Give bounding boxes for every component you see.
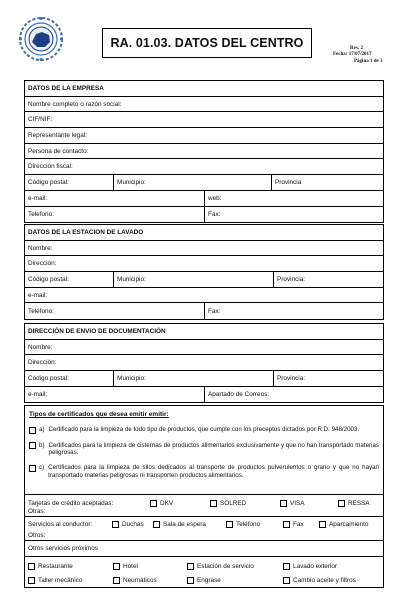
- showers-checkbox[interactable]: [112, 521, 119, 528]
- certificate-b-letter: b): [39, 441, 45, 449]
- nearby-tires[interactable]: [113, 577, 187, 584]
- page-number: Página 1 de 3: [354, 58, 383, 64]
- shipping-name-field[interactable]: Nombre:: [28, 343, 53, 351]
- nearby-greasing[interactable]: [187, 577, 283, 584]
- card-solred-label: SOLRED: [220, 499, 247, 507]
- fax-label: Fax: [293, 521, 304, 528]
- company-section-title: DATOS DE LA EMPRESA: [28, 84, 104, 92]
- certificate-c-text: Certificados para la limpieza de silos dedicados al transporte de productos pulverulentos o grano y que no hayan transportado materias peligrosas ni transporten productos alimentarios.: [48, 464, 379, 479]
- company-data-table: [24, 80, 384, 223]
- nearby-mechanic[interactable]: [28, 577, 113, 584]
- revision-number: Rev. 2: [350, 46, 364, 51]
- certificate-types-title: Tipos de certificados que desea emitir emitir:: [29, 411, 169, 418]
- shipping-section-title: DIRECCIÓN DE ENVIO DE DOCUMENTACIÓN: [28, 327, 166, 335]
- waiting-room-checkbox[interactable]: [153, 521, 160, 528]
- oil-change-checkbox[interactable]: [283, 577, 290, 584]
- restaurant-checkbox[interactable]: [28, 563, 35, 570]
- service-option-showers[interactable]: [112, 521, 153, 528]
- contact-person-field[interactable]: Persona de contacto:: [28, 147, 89, 155]
- shipping-email-field[interactable]: e-mail:: [28, 391, 48, 399]
- restaurant-label: Restaurante: [38, 562, 73, 570]
- phone-label: Teléfono: [236, 521, 261, 528]
- fax-checkbox[interactable]: [283, 521, 290, 528]
- company-province-field[interactable]: Provincia: [271, 175, 383, 190]
- certificate-types-box: [24, 405, 384, 495]
- station-address-field[interactable]: Dirección:: [28, 260, 57, 268]
- company-fax-field[interactable]: Fax:: [204, 207, 383, 223]
- revision-info: [326, 46, 398, 65]
- po-box-field[interactable]: Apartado de Correos:: [204, 387, 383, 403]
- parking-checkbox[interactable]: [319, 521, 326, 528]
- station-section-title: DATOS DE LA ESTACION DE LAVADO: [28, 228, 144, 236]
- nearby-exterior-wash[interactable]: [283, 563, 337, 570]
- credit-cards-label: Tarjetas de crédito aceptadas:: [28, 499, 114, 507]
- card-option-visa[interactable]: [280, 500, 338, 507]
- services-block: [24, 495, 384, 588]
- service-station-label: Estación de servicio: [197, 562, 254, 570]
- company-phone-field[interactable]: Telefono:: [28, 210, 54, 218]
- certificate-c-checkbox[interactable]: [29, 465, 36, 472]
- station-name-field[interactable]: Nombre:: [28, 244, 53, 252]
- credit-cards-row: [25, 495, 383, 507]
- credit-cards-other-row: [25, 507, 383, 517]
- shipping-municipality-field[interactable]: Municipio:: [113, 371, 273, 386]
- greasing-checkbox[interactable]: [187, 577, 194, 584]
- company-postal-code-field[interactable]: Código postal:: [28, 178, 69, 186]
- card-option-solred[interactable]: [210, 500, 280, 507]
- waiting-room-label: Sala de espera: [163, 521, 206, 528]
- showers-label: Duchas: [122, 521, 144, 528]
- mechanic-label: Taller mecánico: [38, 577, 83, 584]
- service-option-parking[interactable]: [319, 521, 368, 528]
- nearby-services-row-2: [25, 572, 383, 587]
- station-fax-field[interactable]: Fax:: [204, 303, 383, 319]
- driver-services-row: [25, 517, 383, 530]
- station-postal-code-field[interactable]: Código postal:: [28, 275, 69, 283]
- certificate-option-a: [29, 426, 379, 434]
- nearby-restaurant[interactable]: [28, 563, 113, 570]
- card-option-dkv[interactable]: [150, 500, 210, 507]
- station-phone-field[interactable]: Teléfono:: [28, 307, 54, 315]
- company-email-field[interactable]: e-mail:: [28, 194, 48, 202]
- card-dkv-label: DKV: [160, 499, 174, 507]
- hotel-label: Hotel: [123, 562, 138, 570]
- company-web-field[interactable]: web:: [204, 191, 383, 206]
- card-ressa-checkbox[interactable]: [338, 500, 345, 507]
- certificate-b-checkbox[interactable]: [29, 442, 36, 449]
- shipping-province-field[interactable]: Provincia:: [273, 371, 383, 386]
- tires-label: Neumáticos: [123, 577, 157, 584]
- nearby-service-station[interactable]: [187, 563, 283, 570]
- certificate-a-text: Certificado para la limpieza de todo tipo de productos, que cumple con los preceptos dictados por R.D. 948/2003.: [48, 426, 360, 433]
- shipping-address-field[interactable]: Dirección:: [28, 359, 57, 367]
- station-email-field[interactable]: e-mail:: [28, 291, 48, 299]
- legal-representative-field[interactable]: Representante legal:: [28, 131, 87, 139]
- card-dkv-checkbox[interactable]: [150, 500, 157, 507]
- card-visa-checkbox[interactable]: [280, 500, 287, 507]
- station-province-field[interactable]: Provincia:: [273, 272, 383, 287]
- company-cif-field[interactable]: CIF/NIF:: [28, 116, 53, 124]
- nearby-services-row-1: [25, 557, 383, 572]
- washing-station-table: [24, 224, 384, 320]
- company-name-field[interactable]: Nombre completo o razón social:: [28, 100, 122, 108]
- hotel-checkbox[interactable]: [113, 563, 120, 570]
- station-municipality-field[interactable]: Municipio:: [113, 272, 273, 287]
- certificate-a-checkbox[interactable]: [29, 427, 36, 434]
- nearby-hotel[interactable]: [113, 563, 187, 570]
- parking-label: Aparcamiento: [329, 521, 369, 528]
- tires-checkbox[interactable]: [113, 577, 120, 584]
- certificate-c-letter: c): [39, 464, 45, 472]
- nearby-oil-change[interactable]: [283, 577, 356, 584]
- document-title-box: [102, 28, 312, 58]
- certificate-b-text: Certificados para la limpieza de cisternas de productos alimentarios exclusivamente y que no han transportado materias peligrosas.: [48, 441, 379, 456]
- greasing-label: Engrase: [197, 577, 221, 584]
- fiscal-address-field[interactable]: Dirección fiscal:: [28, 163, 73, 171]
- nearby-services-label: Otros servicios próximos: [28, 545, 98, 552]
- exterior-wash-label: Lavado exterior: [293, 562, 338, 570]
- card-option-ressa[interactable]: [338, 500, 370, 507]
- revision-date: Fecha: 17/07/2017: [333, 52, 372, 58]
- credit-cards-other-field[interactable]: Otras:: [28, 508, 46, 515]
- driver-services-other-row: [25, 530, 383, 541]
- driver-services-other-field[interactable]: Otros:: [28, 531, 46, 539]
- card-visa-label: VISA: [290, 499, 305, 507]
- service-option-phone[interactable]: [226, 521, 283, 528]
- service-option-fax[interactable]: [283, 521, 319, 528]
- company-municipality-field[interactable]: Municipio:: [113, 175, 271, 190]
- card-solred-checkbox[interactable]: [210, 500, 217, 507]
- seal-logo: [18, 16, 64, 62]
- driver-services-label: Servicios al conductor:: [28, 521, 93, 528]
- document-header: [16, 14, 398, 70]
- document-title: RA. 01.03. DATOS DEL CENTRO: [110, 36, 304, 50]
- service-station-checkbox[interactable]: [187, 563, 194, 570]
- shipping-address-table: [24, 323, 384, 403]
- mechanic-checkbox[interactable]: [28, 577, 35, 584]
- service-option-waiting-room[interactable]: [153, 521, 226, 528]
- certificate-a-letter: a): [39, 426, 45, 433]
- nearby-services-header-row: [25, 541, 383, 557]
- phone-checkbox[interactable]: [226, 521, 233, 528]
- oil-change-label: Cambio aceite y filtros: [293, 577, 356, 584]
- certificate-option-b: [29, 442, 379, 457]
- card-ressa-label: RESSA: [348, 499, 370, 507]
- certificate-option-c: [29, 464, 379, 479]
- shipping-postal-code-field[interactable]: Código postal:: [28, 374, 69, 382]
- exterior-wash-checkbox[interactable]: [283, 563, 290, 570]
